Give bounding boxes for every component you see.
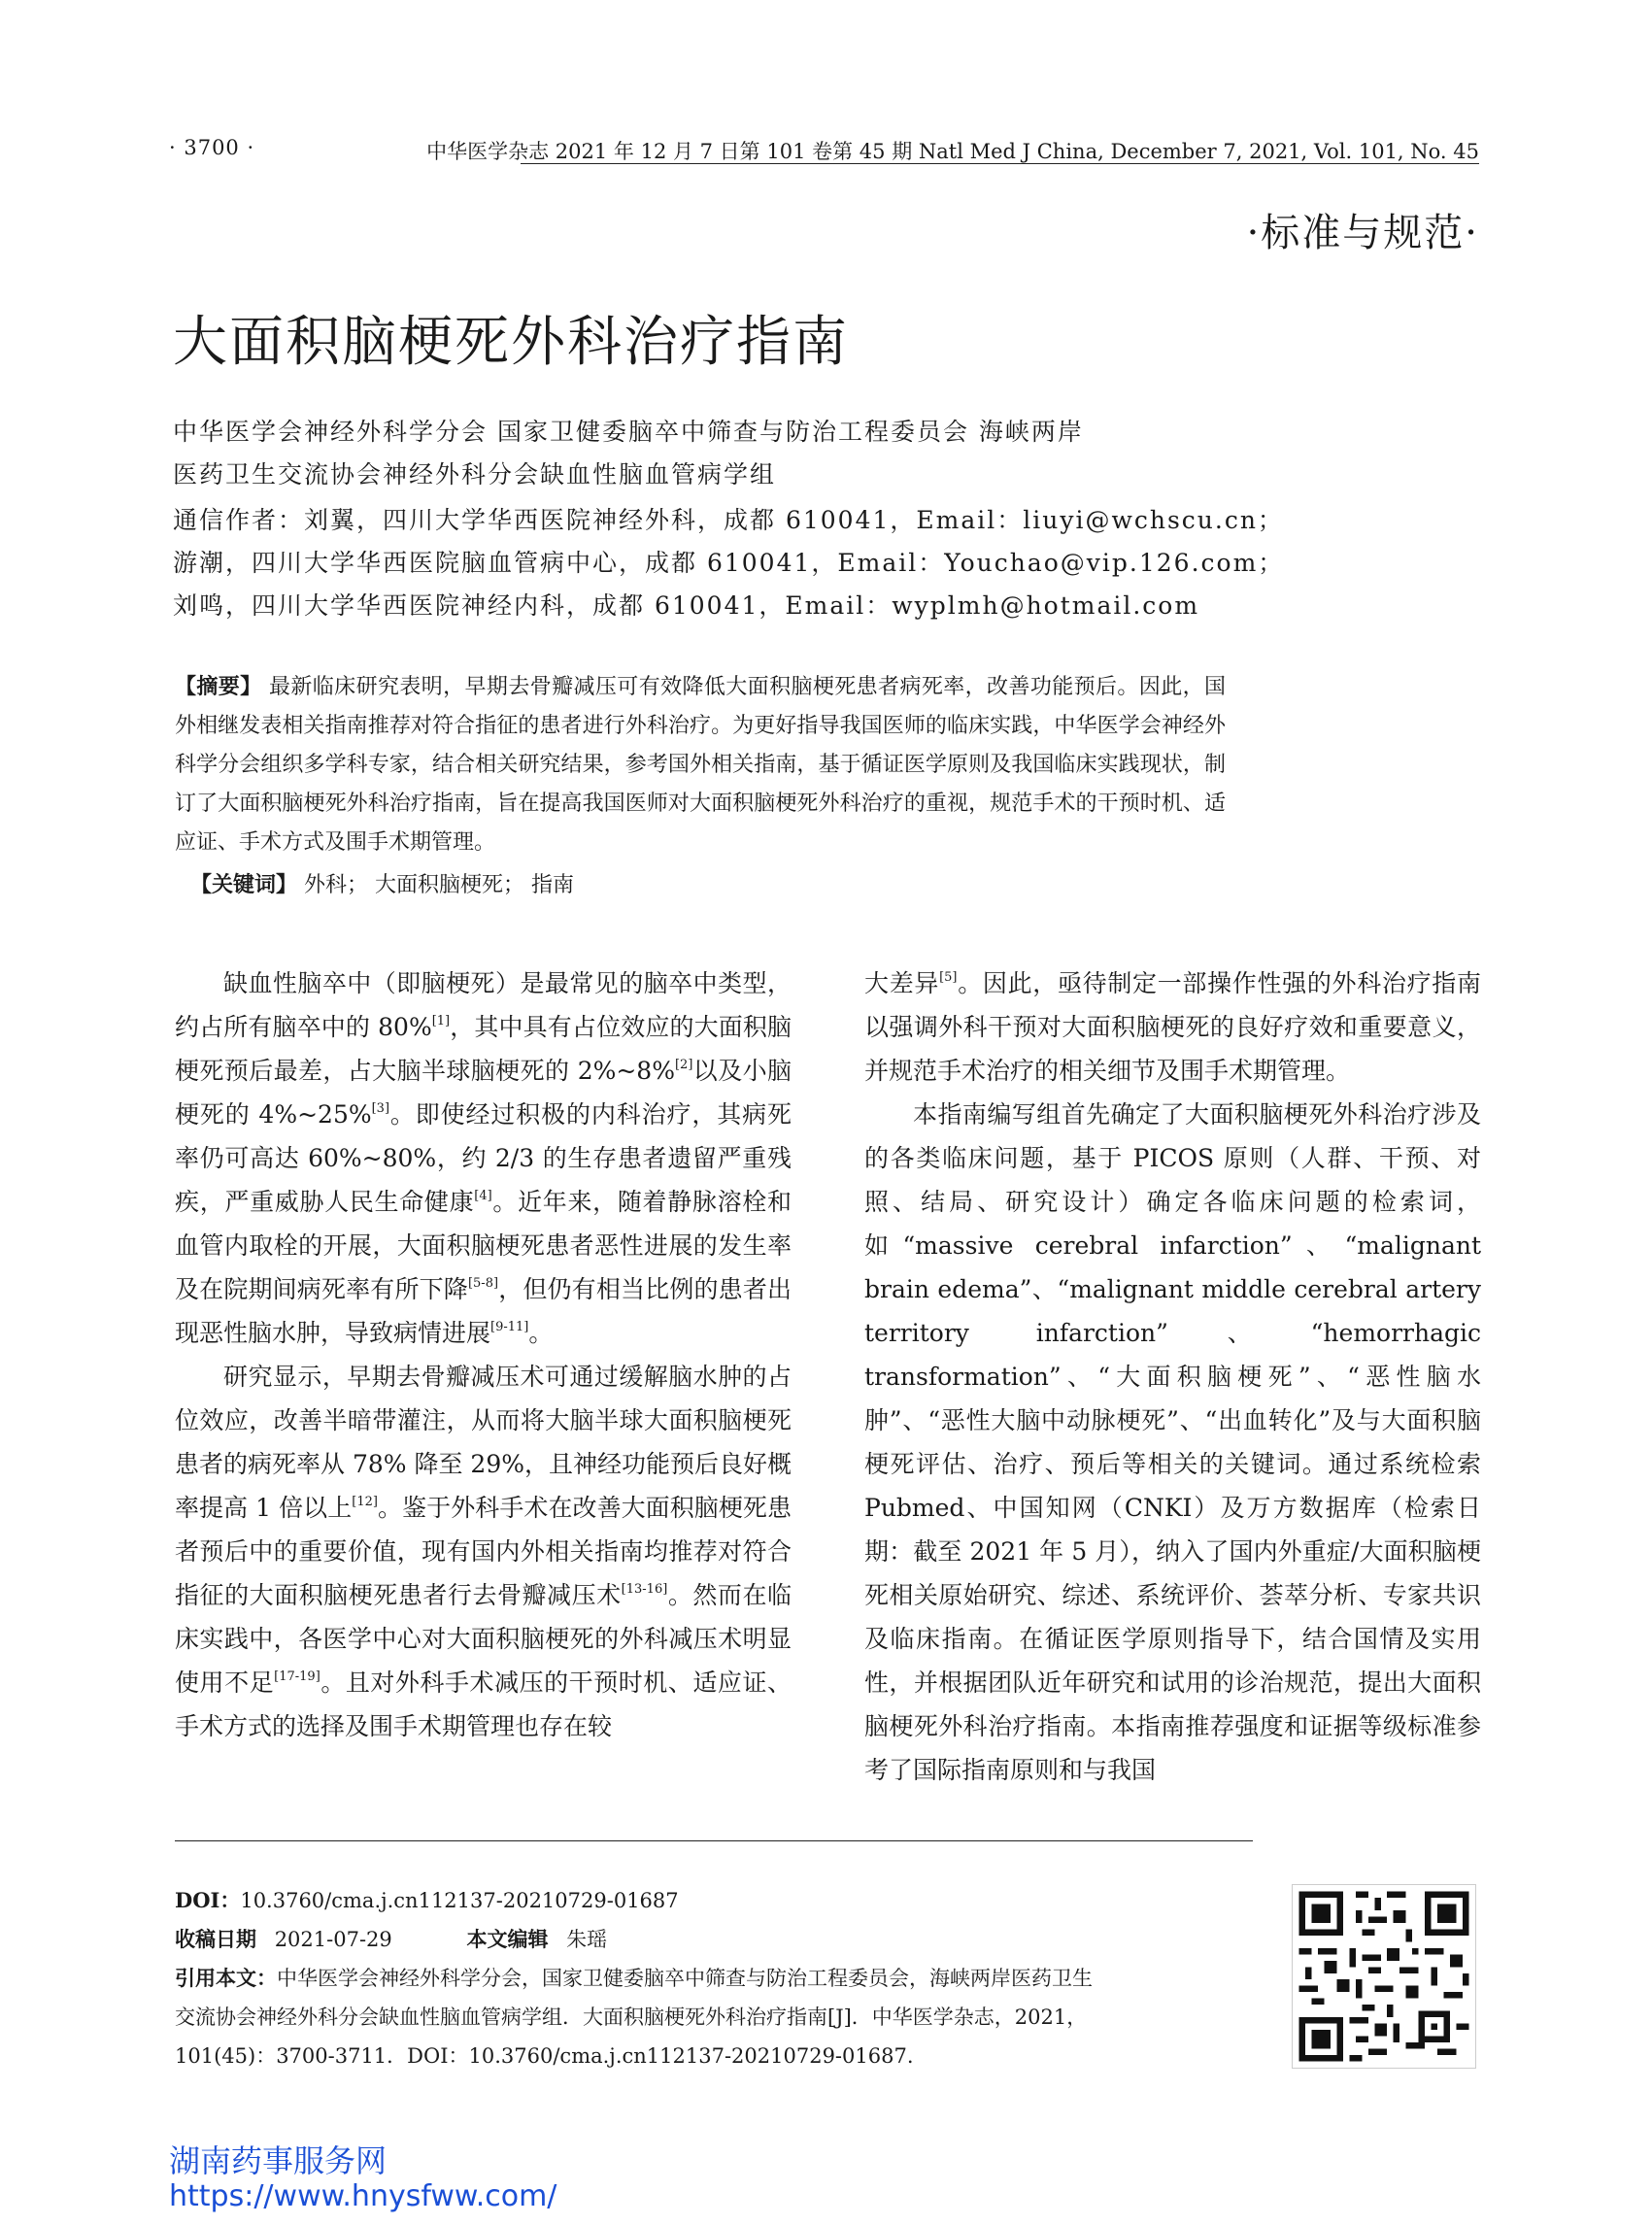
doi-label: DOI： (175, 1888, 241, 1912)
doi-value[interactable]: 10.3760/cma.j.cn112137-20210729-01687 (240, 1889, 679, 1912)
citation-line: 101(45)：3700-3711．DOI：10.3760/cma.j.cn112137-20210729-01687. (175, 2044, 914, 2068)
citation-ref[interactable]: [17-19] (274, 1669, 320, 1684)
correspondence-line: 游潮，四川大学华西医院脑血管病中心，成都 610041，Email：Youchao@vip.126.com； (173, 549, 1285, 577)
qr-code-icon[interactable] (1292, 1884, 1476, 2069)
keywords-label: 【关键词】 (190, 873, 298, 897)
watermark-site-name: 湖南药事服务网 (169, 2142, 388, 2179)
authors-line: 医药卫生交流协会神经外科分会缺血性脑血管病学组 (173, 460, 777, 489)
header-rule (521, 163, 1479, 164)
authors-line: 中华医学会神经外科学分会 国家卫健委脑卒中筛查与防治工程委员会 海峡两岸 (173, 418, 1084, 446)
citation-ref[interactable]: [13-16] (621, 1582, 668, 1597)
paragraph: 本指南编写组首先确定了大面积脑梗死外科治疗涉及的各类临床问题，基于 PICOS 原则（人群、干预、对照、结局、研究设计）确定各临床问题的检索词，如“massive cerebral infarction”、“malignant brain edema”、“malignant middle cerebral artery territory infarction”、“hemorrhagic transformation”、“大面积脑梗死”、“恶性脑水肿”、“恶性大脑中动脉梗死”、“出血转化”及与大面积脑梗死评估、治疗、预后等相关的关键词。通过系统检索 Pubmed、中国知网（CNKI）及万方数据库（检索日期：截至 2021 年 5 月），纳入了国内外重症/大面积脑梗死相关原始研究、综述、系统评价、荟萃分析、专家共识及临床指南。在循证医学原则指导下，结合国情及实用性，并根据团队近年研究和试用的诊治规范，提出大面积脑梗死外科治疗指南。本指南推荐强度和证据等级标准参考了国际指南原则和与我国 (864, 1100, 1481, 1784)
dates-line (175, 1920, 1253, 1959)
citation-line: 交流协会神经外科分会缺血性脑血管病学组．大面积脑梗死外科治疗指南[J]．中华医学杂志，2021， (175, 2006, 1088, 2029)
keywords (190, 866, 574, 905)
article-title: 大面积脑梗死外科治疗指南 (173, 311, 849, 374)
citation-ref[interactable]: [3] (371, 1101, 390, 1116)
abstract (175, 668, 1226, 862)
received-label: 收稿日期 (175, 1927, 256, 1951)
editor-name: 朱瑶 (566, 1928, 608, 1951)
abstract-text: 最新临床研究表明，早期去骨瓣减压可有效降低大面积脑梗死患者病死率，改善功能预后。因此，国外相继发表相关指南推荐对符合指征的患者进行外科治疗。为更好指导我国医师的临床实践，中华医学会神经外科学分会组织多学科专家，结合相关研究结果，参考国外相关指南，基于循证医学原则及我国临床实践现状，制订了大面积脑梗死外科治疗指南，旨在提高我国医师对大面积脑梗死外科治疗的重视，规范手术的干预时机、适应证、手术方式及围手术期管理。 (175, 675, 1226, 855)
watermark-url[interactable]: https://www.hnysfww.com/ (169, 2179, 557, 2213)
received-date: 2021-07-29 (274, 1928, 392, 1951)
section-label: ·标准与规范· (1246, 211, 1479, 255)
citation-ref[interactable]: [5-8] (467, 1276, 499, 1291)
citation-ref[interactable]: [5] (939, 970, 958, 985)
abstract-label: 【摘要】 (175, 675, 262, 699)
citation-ref[interactable]: [4] (474, 1189, 492, 1203)
running-header: 中华医学杂志 2021 年 12 月 7 日第 101 卷第 45 期 Natl Med J China, December 7, 2021, Vol. 101, No. 45 (426, 140, 1479, 163)
paragraph: 大差异[5]。因此，亟待制定一部操作性强的外科治疗指南以强调外科干预对大面积脑梗死的良好疗效和重要意义，并规范手术治疗的相关细节及围手术期管理。 (864, 969, 1481, 1085)
correspondence-line: 通信作者：刘翼，四川大学华西医院神经外科，成都 610041，Email：liuyi@wchscu.cn； (173, 506, 1284, 534)
page-number: · 3700 · (169, 136, 255, 159)
paragraph: 缺血性脑卒中（即脑梗死）是最常见的脑卒中类型，约占所有脑卒中的 80%[1]，其中具有占位效应的大面积脑梗死预后最差，占大脑半球脑梗死的 2%~8%[2]以及小脑梗死的 4%~25%[3]。即使经过积极的内科治疗，其病死率仍可高达 60%~80%，约 2/3 的生存患者遗留严重残疾，严重威胁人民生命健康[4]。近年来，随着静脉溶栓和血管内取栓的开展，大面积脑梗死患者恶性进展的发生率及在院期间病死率有所下降[5-8]，但仍有相当比例的患者出现恶性脑水肿，导致病情进展[9-11]。 (175, 969, 792, 1347)
doi-line (175, 1881, 1253, 1920)
citation-ref[interactable]: [2] (674, 1058, 693, 1072)
body-column-right (864, 961, 1481, 1792)
paragraph: 研究显示，早期去骨瓣减压术可通过缓解脑水肿的占位效应，改善半暗带灌注，从而将大脑半球大面积脑梗死患者的病死率从 78% 降至 29%，且神经功能预后良好概率提高 1 倍以上[12]。鉴于外科手术在改善大面积脑梗死患者预后中的重要价值，现有国内外相关指南均推荐对符合指征的大面积脑梗死患者行去骨瓣减压术[13-16]。然而在临床实践中，各医学中心对大面积脑梗死的外科减压术明显使用不足[17-19]。且对外科手术减压的干预时机、适应证、手术方式的选择及围手术期管理也存在较 (175, 1363, 792, 1740)
footnote-rule (175, 1840, 1253, 1841)
citation-line: 引用本文：中华医学会神经外科学分会，国家卫健委脑卒中筛查与防治工程委员会，海峡两岸医药卫生 (175, 1966, 1093, 1990)
editor-label: 本文编辑 (466, 1927, 549, 1951)
cite-label: 引用本文： (175, 1966, 277, 1990)
body-column-left (175, 961, 792, 1748)
citation-ref[interactable]: [1] (431, 1014, 451, 1028)
citation-ref[interactable]: [12] (352, 1495, 378, 1509)
keywords-text: 外科； 大面积脑梗死； 指南 (304, 873, 575, 897)
correspondence-line: 刘鸣，四川大学华西医院神经内科，成都 610041，Email：wyplmh@hotmail.com (173, 591, 1200, 620)
citation-ref[interactable]: [9-11] (490, 1320, 529, 1334)
